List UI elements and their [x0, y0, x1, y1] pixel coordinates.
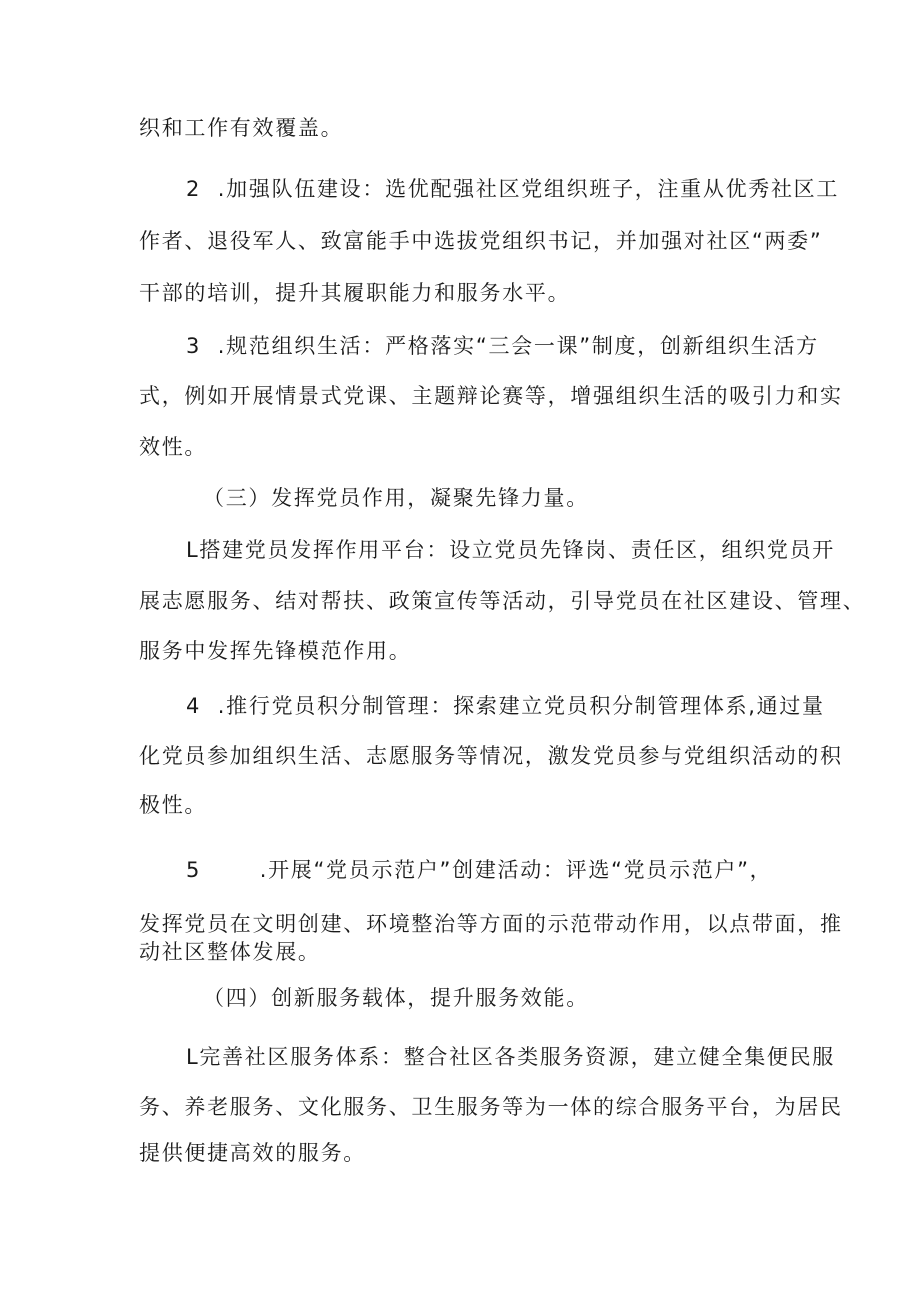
- text-line: 效性。: [139, 435, 208, 459]
- text-line: 5 .开展“党员示范户”创建活动：评选“党员示范户”，: [186, 858, 773, 882]
- text-line: 化党员参加组织生活、志愿服务等情况，激发党员参与党组织活动的积: [139, 744, 843, 768]
- text-line: 式，例如开展情景式党课、主题辩论赛等，增强组织生活的吸引力和实: [139, 384, 843, 408]
- text-line: 发挥党员在文明创建、环境整治等方面的示范带动作用，以点带面，推: [139, 912, 843, 936]
- text-line: 极性。: [139, 793, 208, 817]
- text-line: 作者、退役军人、致富能手中选拔党组织书记，并加强对社区“两委”: [139, 229, 823, 253]
- text-line: 务、养老服务、文化服务、卫生服务等为一体的综合服务平台，为居民: [139, 1095, 843, 1119]
- text-line: 4 .推行党员积分制管理：探索建立党员积分制管理体系,通过量: [186, 694, 825, 718]
- text-line: 动社区整体发展。: [139, 940, 321, 964]
- text-line: 2 .加强队伍建设：选优配强社区党组织班子，注重从优秀社区工: [186, 177, 840, 201]
- text-line: L完善社区服务体系：整合社区各类服务资源，建立健全集便民服: [186, 1045, 835, 1069]
- text-line: 提供便捷高效的服务。: [139, 1141, 366, 1165]
- section-heading: （四）创新服务载体，提升服务效能。: [203, 986, 589, 1010]
- section-heading: （三）发挥党员作用，凝聚先锋力量。: [203, 486, 589, 510]
- text-line: L搭建党员发挥作用平台：设立党员先锋岗、责任区，组织党员开: [186, 538, 835, 562]
- text-line: 织和工作有效覆盖。: [139, 116, 344, 140]
- text-line: 展志愿服务、结对帮扶、政策宣传等活动，引导党员在社区建设、管理、: [139, 589, 866, 613]
- text-line: 干部的培训，提升其履职能力和服务水平。: [139, 281, 571, 305]
- text-line: 3 .规范组织生活：严格落实“三会一课”制度，创新组织生活方: [186, 334, 819, 358]
- text-line: 服务中发挥先锋模范作用。: [139, 639, 412, 663]
